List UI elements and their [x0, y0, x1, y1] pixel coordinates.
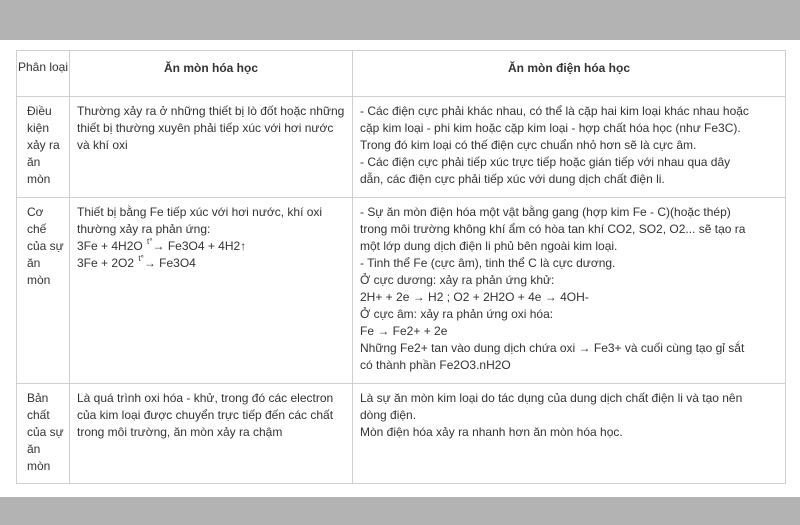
header-electrochemical-corrosion: Ăn mòn điện hóa học	[353, 51, 786, 97]
heat-arrow: $^{t^\circ}$→	[138, 254, 156, 270]
table-row-conditions	[17, 97, 786, 198]
table-row-nature	[17, 384, 786, 484]
electro-cell: Là sự ăn mòn kim loại do tác dụng của dung dịch chất điện li và tạo nên dòng điện. Mòn điện hóa xảy ra nhanh hơn ăn mòn hóa học.	[353, 384, 786, 484]
top-band	[0, 0, 800, 40]
chemical-cell: Là quá trình oxi hóa - khử, trong đó các electron của kim loại được chuyển trực tiếp đến các chất trong môi trường, ăn mòn xảy ra chậm	[70, 384, 353, 484]
row-label: Điều kiện xảy ra ăn mòn	[17, 97, 70, 198]
row-label: Bản chất của sự ăn mòn	[17, 384, 70, 484]
header-chemical-corrosion: Ăn mòn hóa học	[70, 51, 353, 97]
chemical-cell: Thường xảy ra ở những thiết bị lò đốt hoặc những thiết bị thường xuyên phải tiếp xúc với hơi nước và khí oxi	[70, 97, 353, 198]
header-row	[17, 51, 786, 97]
chemical-cell	[70, 198, 353, 384]
table-row-mechanism	[17, 198, 786, 384]
mechanism-intro: Thiết bị bằng Fe tiếp xúc với hơi nước, khí oxi thường xảy ra phản ứng:	[77, 205, 323, 236]
bottom-band	[0, 497, 800, 525]
equation-1: 3Fe + 4H2O $^{t^\circ}$→ Fe3O4 + 4H2↑	[77, 237, 247, 253]
equation-2: 3Fe + 2O2 $^{t^\circ}$→ Fe3O4	[77, 254, 196, 270]
heat-arrow: $^{t^\circ}$→	[147, 237, 165, 253]
electro-cell: - Sự ăn mòn điện hóa một vật bằng gang (hợp kim Fe - C)(hoặc thép) trong môi trường không khí ẩm có hòa tan khí CO2, SO2, O2... sẽ tạo ra một lớp dung dịch điện li phủ bên ngoài kim loại. - Tinh thể Fe (cực âm), tinh thể C là cực dương. Ở cực dương: xảy ra phản ứng khử: 2H+ + 2e → H2 ; O2 + 2H2O + 4e → 4OH- Ở cực âm: xảy ra phản ứng oxi hóa: Fe → Fe2+ + 2e Những Fe2+ tan vào dung dịch chứa oxi → Fe3+ và cuối cùng tạo gỉ sắt có thành phần Fe2O3.nH2O	[353, 198, 786, 384]
document-sheet	[0, 40, 800, 497]
header-category: Phân loại	[17, 51, 70, 97]
electro-cell: - Các điện cực phải khác nhau, có thể là cặp hai kim loại khác nhau hoặc cặp kim loại - phi kim hoặc cặp kim loại - hợp chất hóa học (như Fe3C). Trong đó kim loại có thế điện cực chuẩn nhỏ hơn sẽ là cực âm. - Các điện cực phải tiếp xúc trực tiếp hoặc gián tiếp với nhau qua dây dẫn, các điện cực phải tiếp xúc với dung dịch chất điện li.	[353, 97, 786, 198]
row-label: Cơ chế của sự ăn mòn	[17, 198, 70, 384]
comparison-table	[16, 50, 786, 484]
